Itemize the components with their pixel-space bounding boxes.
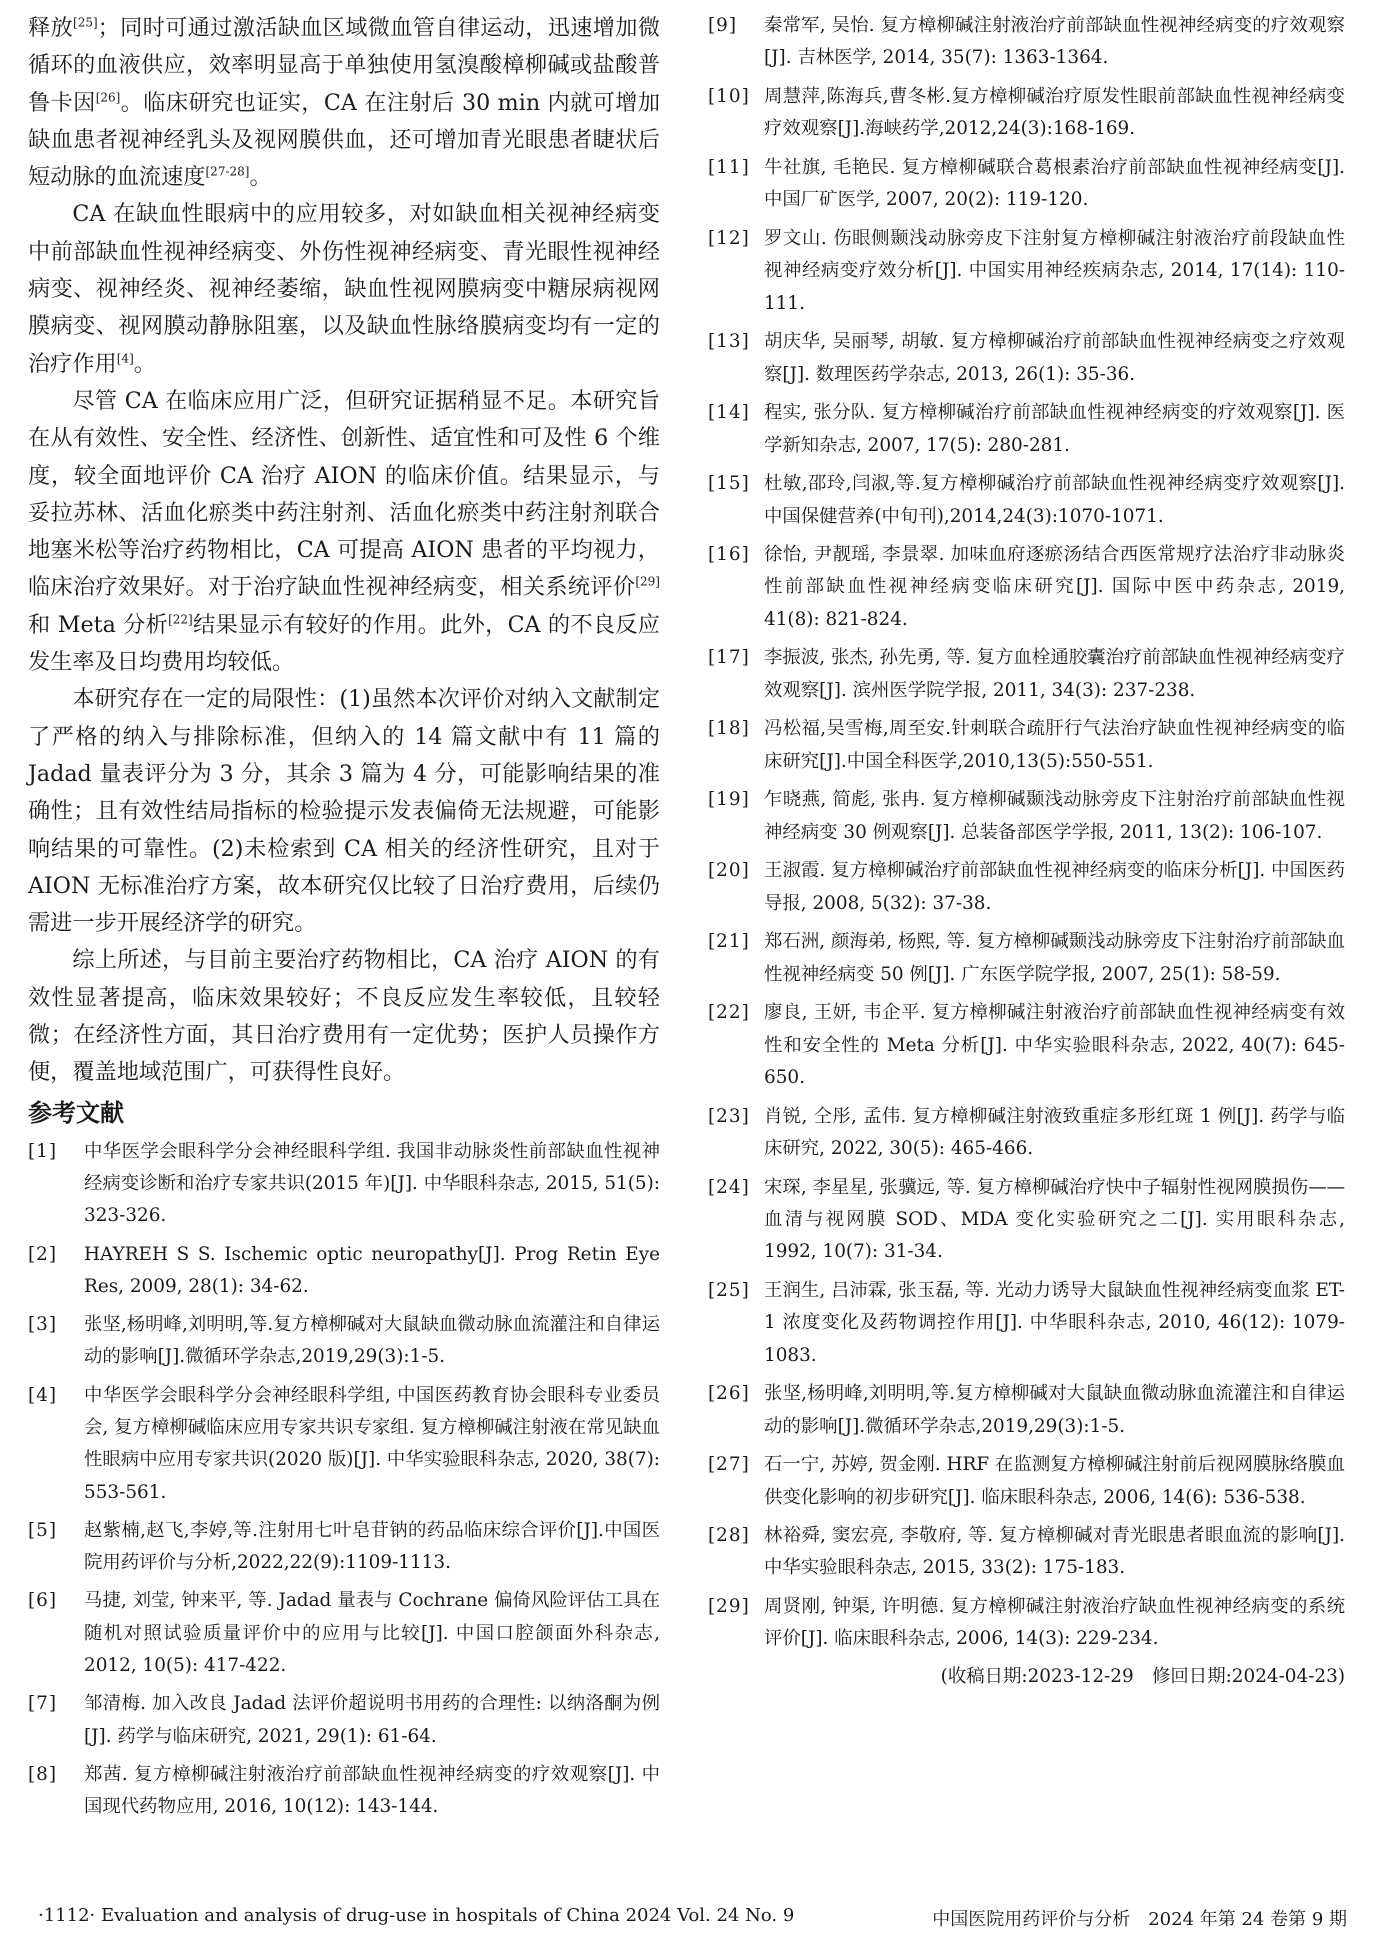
reference-item: [14] 程实, 张分队. 复方樟柳碱治疗前部缺血性视神经病变的疗效观察[J]. 医学新知杂志, 2007, 17(5): 280-281. (708, 402, 1345, 456)
reference-item: [10] 周慧萍,陈海兵,曹冬彬.复方樟柳碱治疗原发性眼前部缺血性视神经病变疗效观察[J].海峡药学,2012,24(3):168-169. (708, 85, 1345, 140)
reference-item: [24] 宋琛, 李星星, 张骥远, 等. 复方樟柳碱治疗快中子辐射性视网膜损伤——血清与视网膜 SOD、MDA 变化实验研究之二[J]. 实用眼科杂志, 1992, 10(7): 31-34. (708, 1176, 1345, 1263)
received-revised-dates: (收稿日期:2023-12-29 修回日期:2024-04-23) (940, 1666, 1345, 1688)
reference-item: [5] 赵紫楠,赵飞,李婷,等.注射用七叶皂苷钠的药品临床综合评价[J].中国医院用药评价与分析,2022,22(9):1109-1113. (28, 1519, 660, 1574)
reference-item: [22] 廖良, 王妍, 韦企平. 复方樟柳碱注射液治疗前部缺血性视神经病变有效性和安全性的 Meta 分析[J]. 中华实验眼科杂志, 2022, 40(7): 645-650. (708, 1002, 1345, 1088)
footer-journal-chinese: 中国医院用药评价与分析 2024 年第 24 卷第 9 期 (932, 1909, 1347, 1930)
reference-item: [9] 秦常军, 吴怡. 复方樟柳碱注射液治疗前部缺血性视神经病变的疗效观察[J]. 吉林医学, 2014, 35(7): 1363-1364. (708, 15, 1345, 69)
reference-item: [7] 邹清梅. 加入改良 Jadad 法评价超说明书用药的合理性: 以纳洛酮为例[J]. 药学与临床研究, 2021, 29(1): 61-64. (28, 1693, 660, 1747)
reference-item: [1] 中华医学会眼科学分会神经眼科学组. 我国非动脉炎性前部缺血性视神经病变诊断和治疗专家共识(2015 年)[J]. 中华眼科杂志, 2015, 51(5): 323-326. (28, 1140, 660, 1227)
reference-item: [18] 冯松福,吴雪梅,周至安.针刺联合疏肝行气法治疗缺血性视神经病变的临床研究[J].中国全科医学,2010,13(5):550-551. (708, 718, 1345, 772)
body-paragraph: 释放[25]；同时可通过激活缺血区域微血管自律运动，迅速增加微循环的血液供应，效率明显高于单独使用氢溴酸樟柳碱或盐酸普鲁卡因[26]。临床研究也证实，CA 在注射后 30 min 内就可增加缺血患者视神经乳头及视网膜供血，还可增加青光眼患者睫状后短动脉的血流速度[27-28]。 (28, 15, 661, 191)
left-column (28, 10, 660, 1830)
reference-item: [11] 牛社旗, 毛艳民. 复方樟柳碱联合葛根素治疗前部缺血性视神经病变[J]. 中国厂矿医学, 2007, 20(2): 119-120. (708, 156, 1345, 211)
reference-item: [17] 李振波, 张杰, 孙先勇, 等. 复方血栓通胶囊治疗前部缺血性视神经病变疗效观察[J]. 滨州医学院学报, 2011, 34(3): 237-238. (708, 647, 1345, 701)
reference-item: [25] 王润生, 吕沛霖, 张玉磊, 等. 光动力诱导大鼠缺血性视神经病变血浆 ET-1 浓度变化及药物调控作用[J]. 中华眼科杂志, 2010, 46(12): 1079-1083. (708, 1279, 1345, 1366)
reference-item: [20] 王淑霞. 复方樟柳碱治疗前部缺血性视神经病变的临床分析[J]. 中国医药导报, 2008, 5(32): 37-38. (708, 860, 1345, 914)
body-paragraph: CA 在缺血性眼病中的应用较多，对如缺血相关视神经病变中前部缺血性视神经病变、外伤性视神经病变、青光眼性视神经病变、视神经炎、视神经萎缩，缺血性视网膜病变中糖尿病视网膜病变、视网膜动静脉阻塞，以及缺血性脉络膜病变均有一定的治疗作用[4]。 (28, 201, 660, 377)
body-paragraph: 尽管 CA 在临床应用广泛，但研究证据稍显不足。本研究旨在从有效性、安全性、经济性、创新性、适宜性和可及性 6 个维度，较全面地评价 CA 治疗 AION 的临床价值。结果显示，与妥拉苏林、活血化瘀类中药注射剂、活血化瘀类中药注射剂联合地塞米松等治疗药物相比，CA 可提高 AION 患者的平均视力，临床治疗效果好。对于治疗缺血性视神经病变，相关系统评价[29] 和 Meta 分析[22]结果显示有较好的作用。此外，CA 的不良反应发生率及日均费用均较低。 (28, 387, 660, 676)
reference-list-left (28, 1136, 660, 1824)
reference-item: [29] 周贤刚, 钟渠, 许明德. 复方樟柳碱注射液治疗缺血性视神经病变的系统评价[J]. 临床眼科杂志, 2006, 14(3): 229-234. (708, 1596, 1345, 1650)
page-footer (0, 1905, 1375, 1935)
reference-item: [3] 张坚,杨明峰,刘明明,等.复方樟柳碱对大鼠缺血微动脉血流灌注和自律运动的影响[J].微循环学杂志,2019,29(3):1-5. (28, 1314, 660, 1368)
footer-journal-english: ·1112· Evaluation and analysis of drug-use in hospitals of China 2024 Vol. 24 No. 9 (38, 1905, 795, 1926)
reference-item: [21] 郑石洲, 颜海弟, 杨熙, 等. 复方樟柳碱颞浅动脉旁皮下注射治疗前部缺血性视神经病变 50 例[J]. 广东医学院学报, 2007, 25(1): 58-59. (708, 931, 1345, 985)
reference-item: [13] 胡庆华, 吴丽琴, 胡敏. 复方樟柳碱治疗前部缺血性视神经病变之疗效观察[J]. 数理医药学杂志, 2013, 26(1): 35-36. (708, 331, 1345, 385)
reference-item: [2] HAYREH S S. Ischemic optic neuropathy[J]. Prog Retin Eye Res, 2009, 28(1): 34-62. (28, 1243, 660, 1297)
reference-item: [6] 马捷, 刘莹, 钟来平, 等. Jadad 量表与 Cochrane 偏倚风险评估工具在随机对照试验质量评价中的应用与比较[J]. 中国口腔颌面外科杂志, 2012, 10(5): 417-422. (28, 1590, 660, 1677)
reference-item: [4] 中华医学会眼科学分会神经眼科学组, 中国医药教育协会眼科专业委员会, 复方樟柳碱临床应用专家共识专家组. 复方樟柳碱注射液在常见缺血性眼病中应用专家共识(2020 版)[J]. 中华实验眼科杂志, 2020, 38(7): 553-561. (28, 1384, 660, 1503)
references-heading: 参考文献 (28, 1098, 124, 1127)
reference-item: [27] 石一宁, 苏婷, 贺金刚. HRF 在监测复方樟柳碱注射前后视网膜脉络膜血供变化影响的初步研究[J]. 临床眼科杂志, 2006, 14(6): 536-538. (708, 1454, 1345, 1508)
right-column (708, 10, 1345, 1692)
reference-item: [28] 林裕舜, 窦宏亮, 李敬府, 等. 复方樟柳碱对青光眼患者眼血流的影响[J]. 中华实验眼科杂志, 2015, 33(2): 175-183. (708, 1525, 1345, 1579)
body-paragraph: 本研究存在一定的局限性：(1)虽然本次评价对纳入文献制定了严格的纳入与排除标准，但纳入的 14 篇文献中有 11 篇的 Jadad 量表评分为 3 分，其余 3 篇为 4 分，可能影响结果的准确性；且有效性结局指标的检验提示发表偏倚无法规避，可能影响结果的可靠性。(2)未检索到 CA 相关的经济性研究，且对于 AION 无标准治疗方案，故本研究仅比较了日治疗费用，后续仍需进一步开展经济学的研究。 (28, 686, 660, 937)
reference-list-right (708, 10, 1345, 1656)
reference-item: [16] 徐怡, 尹靓瑶, 李景翠. 加味血府逐瘀汤结合西医常规疗法治疗非动脉炎性前部缺血性视神经病变临床研究[J]. 国际中医中药杂志, 2019, 41(8): 821-824. (708, 544, 1345, 630)
reference-item: [8] 郑茜. 复方樟柳碱注射液治疗前部缺血性视神经病变的疗效观察[J]. 中国现代药物应用, 2016, 10(12): 143-144. (28, 1763, 660, 1818)
reference-item: [12] 罗文山. 伤眼侧颞浅动脉旁皮下注射复方樟柳碱注射液治疗前段缺血性视神经病变疗效分析[J]. 中国实用神经疾病杂志, 2014, 17(14): 110-111. (708, 227, 1345, 314)
reference-item: [26] 张坚,杨明峰,刘明明,等.复方樟柳碱对大鼠缺血微动脉血流灌注和自律运动的影响[J].微循环学杂志,2019,29(3):1-5. (708, 1383, 1345, 1437)
reference-item: [19] 乍晓燕, 简彪, 张冉. 复方樟柳碱颞浅动脉旁皮下注射治疗前部缺血性视神经病变 30 例观察[J]. 总装备部医学学报, 2011, 13(2): 106-107. (708, 789, 1345, 843)
reference-item: [15] 杜敏,邵玲,闫淑,等.复方樟柳碱治疗前部缺血性视神经病变疗效观察[J].中国保健营养(中旬刊),2014,24(3):1070-1071. (708, 473, 1345, 527)
body-paragraph: 综上所述，与目前主要治疗药物相比，CA 治疗 AION 的有效性显著提高，临床效果较好；不良反应发生率较低，且较轻微；在经济性方面，其日治疗费用有一定优势；医护人员操作方便，覆盖地域范围广，可获得性良好。 (28, 947, 660, 1086)
reference-item: [23] 肖锐, 仝彤, 孟伟. 复方樟柳碱注射液致重症多形红斑 1 例[J]. 药学与临床研究, 2022, 30(5): 465-466. (708, 1105, 1345, 1159)
